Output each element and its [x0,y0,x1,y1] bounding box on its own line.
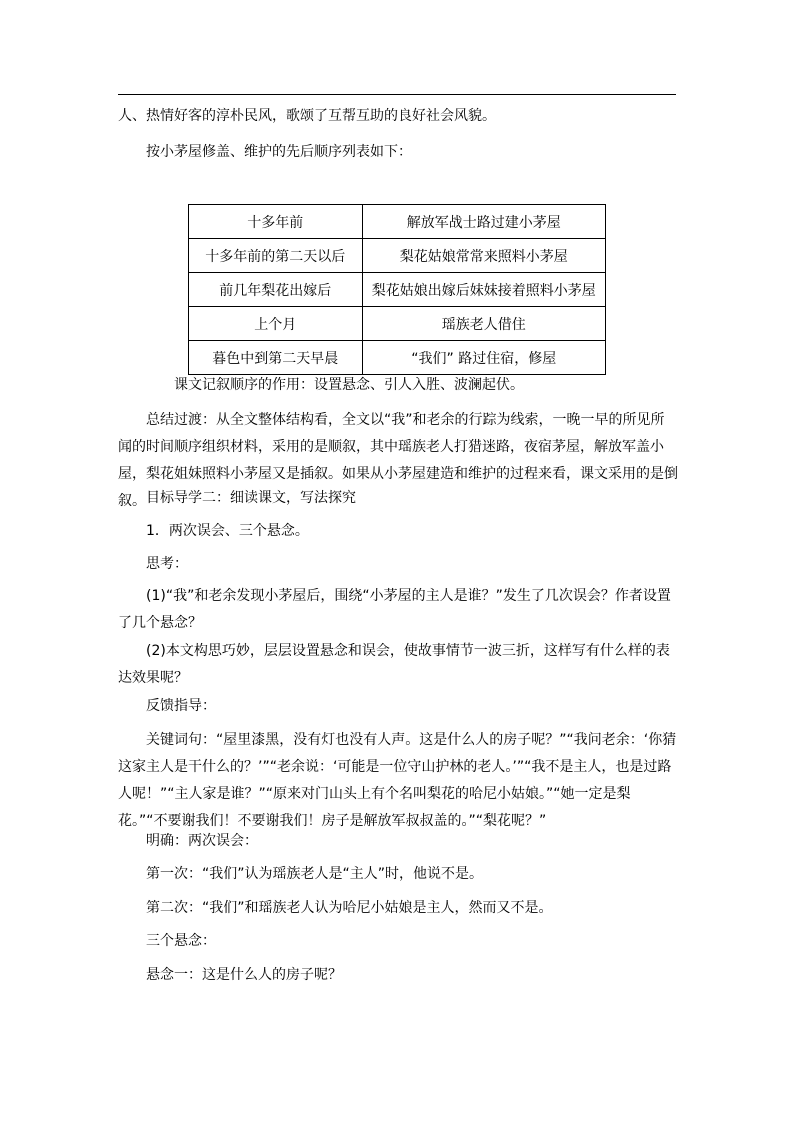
table-row [189,307,606,341]
goal-heading-2: 目标导学二：细读课文，写法探究 [146,490,356,506]
table-note: 课文记叙顺序的作用：设置悬念、引人入胜、波澜起伏。 [174,377,524,393]
table-cell-time: 前几年梨花出嫁后 [189,273,363,307]
table-cell-event: 梨花姑娘出嫁后妹妹接着照料小茅屋 [362,273,606,307]
table-row [189,273,606,307]
table-cell-event: “我们” 路过住宿，修屋 [362,341,606,375]
question-2: (2)本文构思巧妙，层层设置悬念和误会，使故事情节一波三折，这样写有什么样的表达效果呢？ [118,643,670,686]
feedback-label: 反馈指导： [146,698,216,714]
table-cell-event: 梨花姑娘常常来照料小茅屋 [362,239,606,273]
table-cell-time: 上个月 [189,307,363,341]
table-row [189,239,606,273]
table-cell-time: 十多年前的第二天以后 [189,239,363,273]
question-1: (1)“我”和老余发现小茅屋后，围绕“小茅屋的主人是谁？”发生了几次误会？作者设置了几个悬念？ [118,588,671,631]
item-1: 1．两次误会、三个悬念。 [146,523,309,539]
table-cell-time: 暮色中到第二天早晨 [189,341,363,375]
three-suspense-label: 三个悬念： [146,933,216,949]
table-cell-time: 十多年前 [189,205,363,239]
header-rule [118,94,676,95]
table-cell-event: 解放军战士路过建小茅屋 [362,205,606,239]
think-label: 思考： [146,556,188,572]
table-intro: 按小茅屋修盖、维护的先后顺序列表如下： [146,144,412,160]
table-row [189,205,606,239]
summary-paragraph: 总结过渡：从全文整体结构看，全文以“我”和老余的行踪为线索，一晚一早的所见所闻的时间顺序组织材料，采用的是顺叙，其中瑶族老人打猎迷路，夜宿茅屋，解放军盖小屋，梨花姐妹照料小茅屋又是插叙。如果从小茅屋建造和维护的过程来看，课文采用的是倒叙。 [118,412,678,509]
clarify-label: 明确：两次误会： [146,833,258,849]
table-cell-event: 瑶族老人借住 [362,307,606,341]
repair-order-table [188,204,606,375]
paragraph-line-top: 人、热情好客的淳朴民风，歌颂了互帮互助的良好社会风貌。 [118,108,496,124]
suspense-1: 悬念一：这是什么人的房子呢？ [146,967,342,983]
second-misunderstanding: 第二次：“我们”和瑶族老人认为哈尼小姑娘是主人，然而又不是。 [146,900,553,916]
key-sentences: 关键词句：“屋里漆黑，没有灯也没有人声。这是什么人的房子呢？”“我问老余：‘你猜这家主人是干什么的？’”“老余说：‘可能是一位守山护林的老人。’”“我不是主人，也是过路人呢！”“主人家是谁？”“原来对门山头上有个名叫梨花的哈尼小姑娘。”“她一定是梨花。”“不要谢我们！不要谢我们！房子是解放军叔叔盖的。”“梨花呢？” [118,732,677,829]
table-row [189,341,606,375]
first-misunderstanding: 第一次：“我们”认为瑶族老人是“主人”时，他说不是。 [146,866,484,882]
